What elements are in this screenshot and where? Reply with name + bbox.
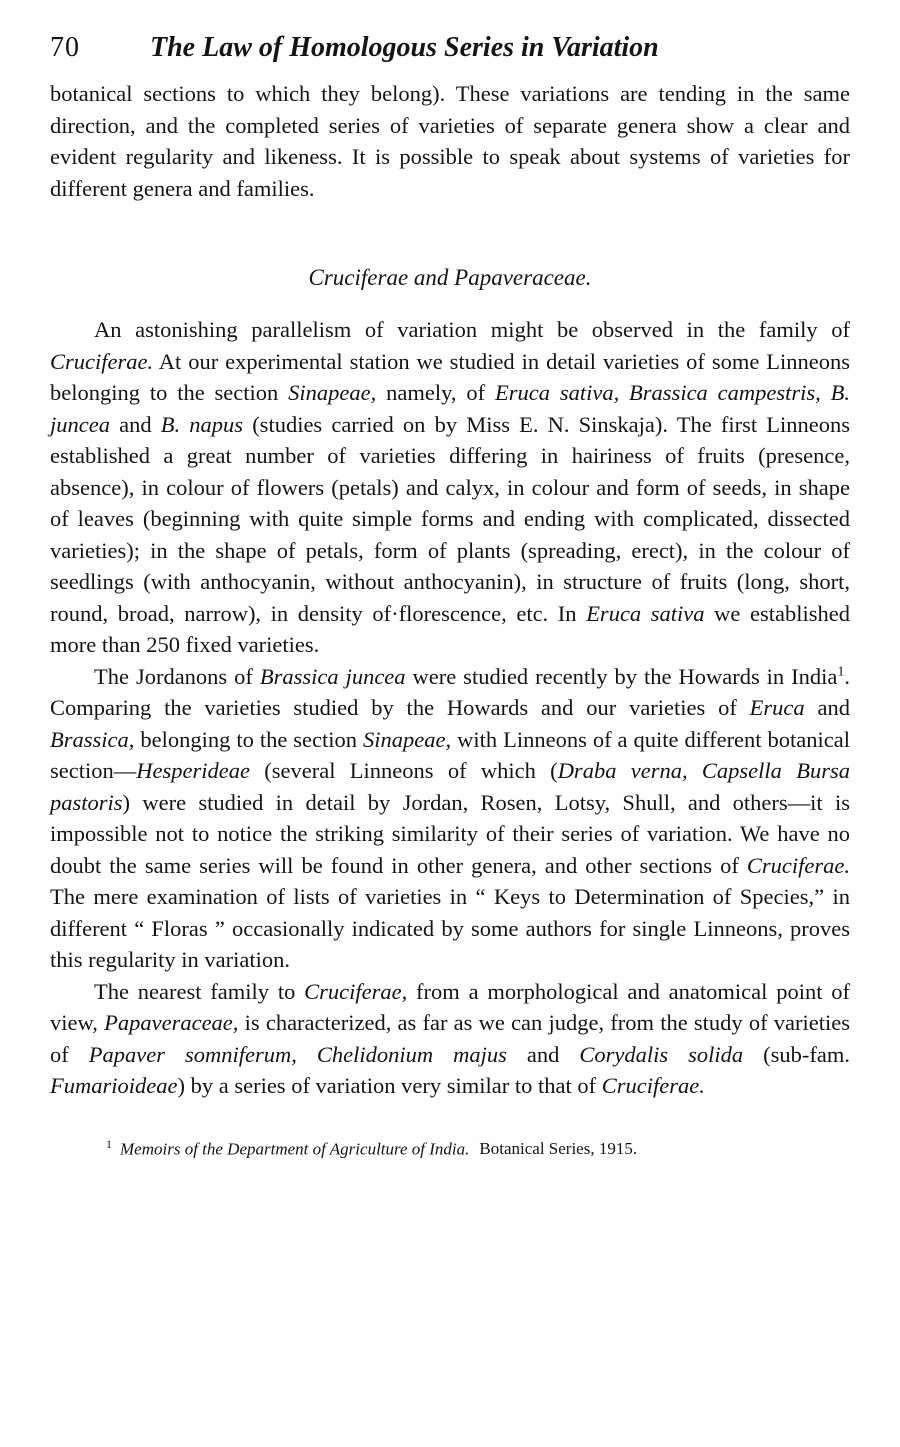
footnote — [50, 1132, 850, 1162]
footnote-title: Memoirs of the Department of Agriculture of India. — [120, 1139, 470, 1159]
section-heading: Cruciferae and Papaveraceae. — [308, 265, 592, 290]
opening-paragraph: botanical sections to which they belong). These variations are tending in the same direction, and the completed series of varieties of separate genera show a clear and evident regularity and likeness. It is possible to speak about systems of varieties for different genera and families. — [50, 81, 850, 201]
running-head — [50, 28, 850, 78]
paragraph-jordanons: The Jordanons of Brassica juncea were studied recently by the Howards in India$^1$. Comparing the varieties studied by the Howards and our varieties of Eruca and Brassica, belonging to the section Sinapeae, with Linneons of a quite different botanical section—Hesperideae (several Linneons of which (Draba verna, Capsella Bursa pastoris) were studied in detail by Jordan, Rosen, Lotsy, Shull, and others—it is impossible not to notice the striking similarity of their series of variation. We have no doubt the same series will be found in other genera, and other sections of Cruciferae. The mere examination of lists of varieties in “ Keys to Determination of Species,” in different “ Floras ” occasionally indicated by some authors for single Linneons, proves this regularity in variation. — [50, 663, 850, 972]
footnote-mark: 1 — [106, 1136, 112, 1151]
page-number: 70 — [50, 32, 80, 63]
paragraph-cruciferae: An astonishing parallelism of variation might be observed in the family of Cruciferae. At our experimental station we studied in detail varieties of some Linneons belonging to the section Sinapeae, namely, of Eruca sativa, Brassica campestris, B. juncea and B. napus (studies carried on by Miss E. N. Sinskaja). The first Linneons established a great number of varieties differing in hairiness of fruits (presence, absence), in colour of flowers (petals) and calyx, in colour and form of seeds, in shape of leaves (beginning with quite simple forms and ending with complicated, dissected varieties); in the shape of petals, form of plants (spreading, erect), in the colour of seedlings (with anthocyanin, without anthocyanin), in structure of fruits (long, short, round, broad, narrow), in density of·florescence, etc. In Eruca sativa we established more than 250 fixed varieties. — [50, 317, 851, 657]
footnote-reference[interactable]: 1 — [837, 664, 845, 679]
body-text — [50, 78, 850, 1102]
paragraph-papaveraceae: The nearest family to Cruciferae, from a morphological and anatomical point of view, Papaveraceae, is characterized, as far as we can judge, from the study of varieties of Papaver somniferum, Chelidonium majus and Corydalis solida (sub-fam. Fumarioideae) by a series of variation very similar to that of Cruciferae. — [50, 978, 850, 1098]
running-title: The Law of Homologous Series in Variation — [150, 32, 659, 63]
footnote-series: Botanical Series, 1915. — [479, 1139, 638, 1159]
book-page — [50, 28, 850, 1161]
